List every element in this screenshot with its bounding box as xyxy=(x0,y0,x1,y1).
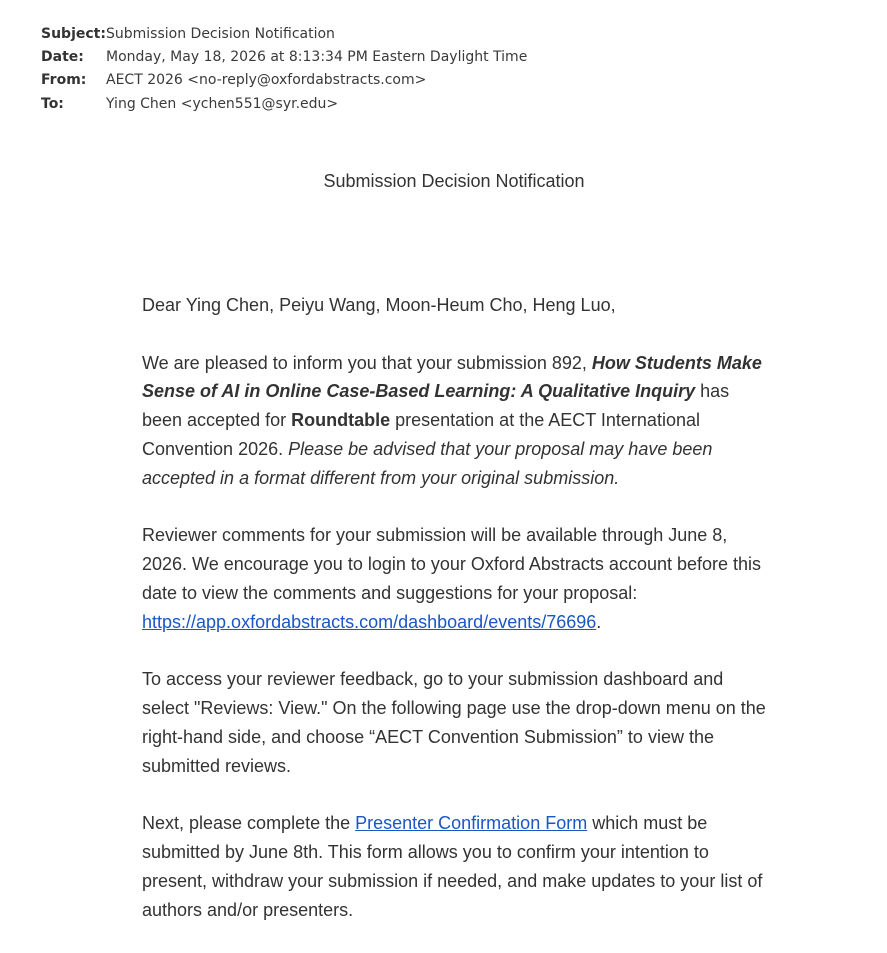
presentation-format: Roundtable xyxy=(291,410,391,431)
date-label: Date: xyxy=(41,48,84,65)
confirmation-paragraph xyxy=(142,809,767,924)
email-body-title: Submission Decision Notification xyxy=(323,171,585,191)
acceptance-paragraph xyxy=(142,349,767,493)
subject-value: Submission Decision Notification xyxy=(106,25,335,42)
acceptance-text-3: presentation at the AECT International Convention 2026. xyxy=(142,410,700,459)
from-value: AECT 2026 <no-reply@oxfordabstracts.com> xyxy=(106,72,427,89)
acceptance-text-2: has been accepted for xyxy=(142,381,730,431)
reviewer-comments-paragraph xyxy=(142,521,767,636)
greeting: Dear Ying Chen, Peiyu Wang, Moon-Heum Cho, Heng Luo, xyxy=(142,295,616,315)
confirmation-text-2: which must be submitted by June 8th. This form allows you to confirm your intention to present, withdraw your submission if needed, and make updates to your list of authors and/or presenters. xyxy=(142,813,763,920)
email-header xyxy=(41,22,527,115)
dashboard-link[interactable]: https://app.oxfordabstracts.com/dashboard/events/76696 xyxy=(142,611,597,632)
from-row xyxy=(41,69,527,92)
from-label: From: xyxy=(41,72,87,89)
presenter-confirmation-form-link[interactable]: Presenter Confirmation Form xyxy=(355,813,588,834)
subject-label: Subject: xyxy=(41,25,106,42)
submission-title: How Students Make Sense of AI in Online Case-Based Learning: A Qualitative Inquiry xyxy=(142,352,762,402)
email-body xyxy=(142,291,767,953)
reviewer-comments-text: Reviewer comments for your submission will be available through June 8, 2026. We encourage you to login to your Oxford Abstracts account before this date to view the comments and suggestions for your proposal: xyxy=(142,525,762,603)
format-advisory-note: Please be advised that your proposal may have been accepted in a format different from your original submission. xyxy=(142,438,713,488)
date-value: Monday, May 18, 2026 at 8:13:34 PM Eastern Daylight Time xyxy=(106,48,528,65)
to-value: Ying Chen <ychen551@syr.edu> xyxy=(106,95,339,112)
to-label: To: xyxy=(41,95,64,112)
acceptance-text-1: We are pleased to inform you that your submission 892, xyxy=(142,352,592,373)
feedback-instructions-paragraph: To access your reviewer feedback, go to your submission dashboard and select "Reviews: View." On the following page use the drop-down menu on the right-hand side, and choose “AECT Convention Submission” to view the submitted reviews. xyxy=(142,669,766,776)
date-row xyxy=(41,45,527,68)
confirmation-text-1: Next, please complete the xyxy=(142,813,356,834)
to-row xyxy=(41,92,527,115)
reviewer-comments-end: . xyxy=(596,611,602,632)
subject-row xyxy=(41,22,527,45)
